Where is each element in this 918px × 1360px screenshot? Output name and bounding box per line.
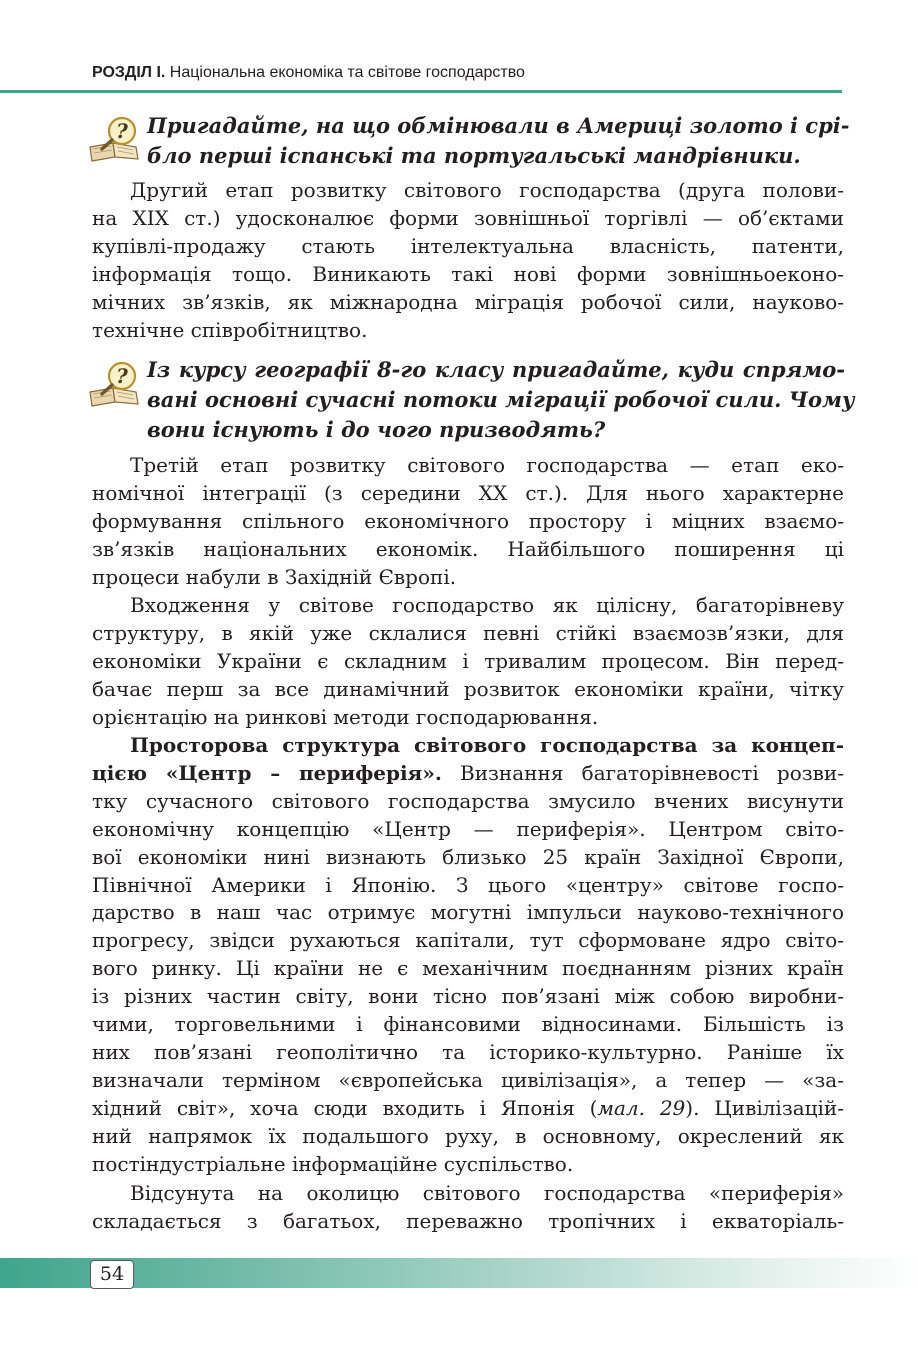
section-title: Національна економіка та світове господарство [169,64,525,81]
paragraph-second-stage [92,177,844,344]
text-line: процеси набули в Західній Європі. [92,564,457,589]
text-line: зв’язків національних економік. Найбільшого поширення ці [92,536,844,561]
question-prompt-2 [147,355,855,445]
text-line: Другий етап розвитку світового господарства (друга полови- [130,178,844,202]
text-line: вої економіки нині визнають близько 25 країн Західної Європи, [92,844,844,869]
header-rule [0,90,842,93]
text-line [92,1095,844,1123]
text-line: складається з багатьох, переважно тропічних і екваторіаль- [92,1208,844,1233]
text-line: постіндустріальне інформаційне суспільство. [92,1151,574,1176]
question-line: вані основні сучасні потоки міграції робочої сили. Чому [147,387,855,412]
text-line: тку сучасного світового господарства змусило вчених висунути [92,788,844,813]
text-line: Третій етап розвитку світового господарства — етап еко- [130,453,844,477]
text-line: мічних зв’язків, як міжнародна міграція робочої сили, науково- [92,289,844,314]
text-line: ний напрямок їх подальшого руху, в основному, окреслений як [92,1123,844,1148]
book-question-icon [86,113,144,163]
figure-reference: мал. 29 [597,1095,686,1120]
text-line: із різних частин світу, вони тісно пов’язані між собою виробни- [92,984,844,1009]
text-line: купівлі-продажу стають інтелектуальна власність, патенти, [92,233,844,258]
paragraph-ukraine-integration [92,592,844,732]
footer-band [0,1258,918,1288]
subheading-line: Просторова структура світового господарства за концеп- [130,733,844,757]
text-line: дарство в наш час отримує могутні імпульси науково-технічного [92,900,844,925]
text-line: прогресу, звідси рухаються капітали, тут сформоване ядро світо- [92,928,844,953]
text-line: них пов’язані геополітично та історико-культурно. Раніше їх [92,1039,844,1064]
question-line: вони існують і до чого призводять? [147,417,606,442]
text-line: номічної інтеграції (з середини XX ст.). Для нього характерне [92,480,844,505]
text-line: технічне співробітництво. [92,317,368,342]
text-line: Входження у світове господарство як цілісну, багаторівневу [130,593,844,617]
page-number: 54 [90,1260,134,1289]
question-line: бло перші іспанські та португальські мандрівники. [147,143,801,168]
text-line: економіки України є складним і тривалим процесом. Він перед- [92,648,844,673]
question-prompt-1 [147,111,850,171]
text-line [92,760,844,788]
paragraph-third-stage [92,452,844,592]
text-run: ). Цивілізацій- [685,1095,845,1120]
text-run: Визнання багаторівневості розви- [441,760,845,785]
paragraph-periphery [92,1180,844,1236]
running-header [92,64,852,82]
paragraph-center-periphery [92,732,844,1179]
section-label: РОЗДІЛ І. [92,64,166,81]
text-line: на XIX ст.) удосконалює форми зовнішньої торгівлі — об’єктами [92,205,844,230]
text-line: вого ринку. Ці країни не є механічним поєднанням різних країн [92,956,844,981]
text-line: структуру, в якій уже склалися певні стійкі взаємозв’язки, для [92,620,844,645]
text-line: визначали терміном «європейська цивілізація», а тепер — «за- [92,1067,844,1092]
text-line: економічну концепцію «Центр — периферія». Центром світо- [92,816,844,841]
subheading-term: цією «Центр – периферія». [92,760,442,785]
question-line: Пригадайте, на що обмінювали в Америці золото і срі- [147,113,850,138]
book-question-icon [86,358,144,408]
svg-text:?: ? [116,364,128,388]
question-line: Із курсу географії 8-го класу пригадайте, куди спрямо- [147,357,845,382]
text-line: формування спільного економічного простору і міцних взаємо- [92,508,844,533]
text-line: інформація тощо. Виникають такі нові форми зовнішньоеконо- [92,261,844,286]
text-line: орієнтацію на ринкові методи господарювання. [92,704,599,729]
text-line: чими, торговельними і фінансовими відносинами. Більшість із [92,1012,844,1037]
text-run: хідний світ», хоча сюди входить і Японія ( [92,1095,598,1120]
svg-text:?: ? [116,119,128,143]
text-line: Відсунута на околицю світового господарства «периферія» [130,1181,844,1205]
text-line: Північної Америки і Японію. З цього «центру» світове госпо- [92,872,844,897]
text-line: бачає перш за все динамічний розвиток економіки країни, чітку [92,676,844,701]
